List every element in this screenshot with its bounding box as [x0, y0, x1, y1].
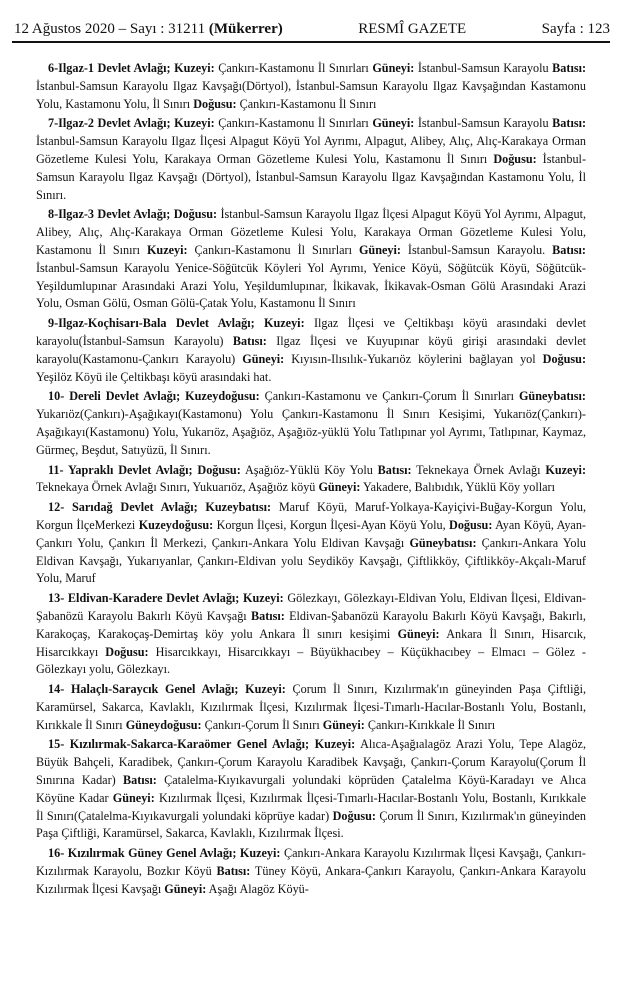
direction-label: Batısı:: [232, 333, 267, 348]
direction-label: Kuzeyi:: [545, 462, 587, 477]
entry-heading: 13- Eldivan-Karadere Devlet Avlağı; Kuzeyi:: [48, 591, 284, 606]
entry-text: İstanbul-Samsun Karayolu Ilgaz İlçesi Alpagut Köyü Yol Ayrımı, Alpagut, Alibey, Alıç, Alıç-Karakaya Orman Gözetleme Kulesi Yolu, Karakaya Orman Gözetleme Kulesi Yolu, Kastamonu İl Sınırı: [36, 134, 586, 166]
direction-label: Güneybatısı:: [518, 389, 586, 404]
entry-heading: 16- Kızılırmak Güney Genel Avlağı; Kuzeyi:: [48, 846, 281, 861]
entry-text: Teknekaya Örnek Avlağı: [411, 462, 546, 477]
direction-label: Kuzeydoğusu:: [138, 517, 214, 532]
header-issue: [14, 21, 283, 38]
direction-label: Doğusu:: [493, 151, 537, 166]
direction-label: Güneyi:: [372, 61, 415, 75]
hunting-area-entry-6: [36, 60, 586, 113]
entry-text: İstanbul-Samsun Karayolu: [414, 116, 553, 131]
entry-heading: 14- Halaçlı-Saraycık Genel Avlağı; Kuzeyi:: [48, 682, 286, 697]
direction-label: Güneybatısı:: [409, 535, 477, 550]
direction-label: Güneyi:: [112, 790, 155, 805]
direction-label: Batısı:: [377, 462, 412, 477]
entry-text: Ilgaz İlçesi ve Kuyupınar köyü girişi arasındaki devlet karayolu(Kastamonu-Çankırı Karayolu): [36, 333, 586, 366]
hunting-area-entry-12: [36, 499, 586, 588]
entry-text: İstanbul-Samsun Karayolu: [414, 61, 553, 75]
hunting-area-entry-16: [36, 845, 586, 898]
entry-text: Kıyısın-Ilısılık-Yukarıöz köylerini bağlayan yol: [284, 351, 543, 366]
entry-text: Aşağı Alagöz Köyü-: [206, 881, 309, 896]
entry-text: Ankara İl Sınırı, Hisarcık, Hisarcıkkayı: [36, 626, 587, 659]
hunting-area-entry-10: [36, 388, 586, 459]
header-rule: [12, 41, 610, 43]
entry-heading: 8-Ilgaz-3 Devlet Avlağı; Doğusu:: [48, 207, 218, 222]
entry-text: Yakadere, Balıbıdık, Yüklü Köy yolları: [360, 480, 555, 495]
entry-text: İstanbul-Samsun Karayolu Ilgaz Kavşağı (Dörtyol), İstanbul-Samsun Karayolu Ilgaz Kavşağından Kastamonu Yolu, İl Sınırı.: [36, 151, 586, 202]
entry-text: Çankırı-Kastamonu İl Sınırı: [236, 96, 377, 111]
direction-label: Doğusu:: [542, 351, 587, 366]
direction-label: Güneyi:: [242, 351, 285, 366]
direction-label: Doğusu:: [193, 96, 237, 111]
direction-label: Doğusu:: [332, 808, 376, 823]
direction-label: Batısı:: [552, 116, 587, 131]
entry-text: İstanbul-Samsun Karayolu Ilgaz İlçesi Alpagut Köyü Yol Ayrımı, Alpagut, Alibey, Alıç, Alıç-Karakaya Orman Gözetleme Kulesi Yolu, Karakaya Orman Gözetleme Kulesi Yolu, Kastamonu İl Sınırı: [36, 207, 586, 257]
page-number: Sayfa : 123: [541, 21, 610, 37]
entry-text: Çorum İl Sınırı, Kızılırmak'ın güneyinden Paşa Çiftliği, Karamürsel, Sakarca, Kavlaklı, Kızılırmak İlçesi, Kızılırmak İlçesi-Tımarlı-Hacılar-Bostanlı Yolu, Bostanlı, Kırıkkale İl Sınırı: [36, 682, 587, 732]
entry-text: Çankırı-Çorum İl Sınırı: [201, 717, 323, 732]
direction-label: Batısı:: [552, 242, 586, 257]
direction-label: Güneyi:: [322, 717, 365, 732]
entry-text: Aşağıöz-Yüklü Köy Yolu: [240, 462, 378, 477]
entry-text: Çankırı-Kırıkkale İl Sınırı: [364, 717, 496, 732]
direction-label: Güneyi:: [372, 116, 415, 131]
entry-text: Korgun İlçesi, Korgun İlçesi-Ayan Köyü Yolu,: [213, 517, 450, 532]
hunting-area-entry-15: [36, 736, 586, 843]
direction-label: Güneyi:: [358, 242, 401, 257]
entry-text: Ayan Köyü, Ayan-Çankırı Yolu, Çankırı İl Merkezi, Çankırı-Ankara Yolu Eldivan Kavşağı: [36, 517, 586, 550]
entry-heading: 9-Ilgaz-Koçhisarı-Bala Devlet Avlağı; Kuzeyi:: [48, 316, 305, 331]
hunting-area-entry-14: [36, 681, 586, 734]
entry-text: Gölezkayı, Gölezkayı-Eldivan Yolu, Eldivan İlçesi, Eldivan-Şabanözü Karayolu Bakırlı Köyü Kavşağı: [36, 591, 586, 623]
entry-text: İstanbul-Samsun Karayolu Ilgaz Kavşağı(Dörtyol), İstanbul-Samsun Karayolu Ilgaz Kavşağından Kastamonu Yolu, Kastamonu Yolu, İl Sınırı: [36, 78, 586, 111]
entry-text: Çankırı-Ankara Karayolu Kızılırmak İlçesi Kavşağı, Çankırı-Kızılırmak Karayolu, Bozkır Köyü: [36, 846, 586, 879]
page-header: [14, 14, 610, 38]
hunting-area-entry-11: [36, 462, 586, 498]
entry-heading: 10- Dereli Devlet Avlağı; Kuzeydoğusu:: [48, 389, 260, 404]
document-body: [36, 60, 586, 901]
entry-text: Çankırı-Ankara Yolu Eldivan Kavşağı, Yukarıyanlar, Çankırı-Eldivan yolu Seydiköy Kavşağı, Çiftlikköy, Çiftlikköy-Akçalı-Maruf Yolu, Maruf: [36, 535, 587, 586]
hunting-area-entry-9: [36, 315, 586, 386]
entry-text: Teknekaya Örnek Avlağı Sınırı, Yukuarıöz, Aşağıöz köyü: [36, 480, 319, 495]
entry-text: Yeşilöz Köyü ile Çeltikbaşı köyü arasındaki hat.: [36, 369, 272, 384]
entry-text: Tüney Köyü, Ankara-Çankırı Karayolu, Çankırı-Ankara Karayolu Kızılırmak İlçesi Kavşağı: [36, 864, 586, 896]
hunting-area-entry-13: [36, 590, 586, 679]
direction-label: Batısı:: [216, 864, 251, 879]
direction-label: Güneydoğusu:: [125, 717, 202, 732]
hunting-area-entry-7: [36, 115, 586, 204]
hunting-area-entry-8: [36, 206, 586, 313]
entry-text: Yukarıöz(Çankırı)-Aşağıkayı(Kastamonu) Yolu Çankırı-Kastamonu İl Sınırı Kesişimi, Yukarıöz(Çankırı)-Aşağıkayı(Kastamonu) Yolu, Yukarıöz, Aşağıöz, Aşağıöz-yüklü Yolu Tatlıpınar yol Ayrımı, Tatlıpınar, Kaymaz, Gürmeç, Beşdut, Satıyüzü, İl Sınırı.: [36, 407, 586, 457]
entry-text: Çatalelma-Kıyıkavurgali yolundaki köprüden Çatalelma Köyü-Karadayı ve Alıca Köyüne Kadar: [36, 773, 586, 805]
direction-label: Batısı:: [250, 608, 285, 623]
direction-label: Güneyi:: [164, 881, 207, 896]
entry-text: Ilgaz İlçesi ve Çeltikbaşı köyü arasındaki devlet karayolu(İstanbul-Samsun Karayolu): [36, 316, 586, 348]
issue-date-number: 12 Ağustos 2020 – Sayı : 31211: [14, 21, 209, 37]
direction-label: Güneyi:: [318, 480, 361, 495]
direction-label: Batısı:: [552, 61, 587, 75]
entry-heading: 11- Yapraklı Devlet Avlağı; Doğusu:: [48, 462, 241, 477]
entry-text: Çankırı-Kastamonu İl Sınırları: [187, 242, 359, 257]
direction-label: Doğusu:: [105, 644, 149, 659]
reprint-label: (Mükerrer): [208, 21, 283, 37]
entry-text: Çankırı-Kastamonu İl Sınırları: [214, 61, 373, 75]
entry-text: Eldivan-Şabanözü Karayolu Bakırlı Köyü Kavşağı, Bakırlı, Karakoçaş, Karakoçaş-Demirtaş köy yolu Ankara İl sınırı kesişimi: [36, 608, 586, 641]
entry-text: Kızılırmak İlçesi, Kızılırmak İlçesi-Tımarlı-Hacılar-Bostanlı Yolu, Bostanlı, Kırıkkale İl Sınırı(Çatalelma-Kıyıkavurgali yolundaki köprüye kadar): [36, 790, 587, 823]
direction-label: Batısı:: [123, 773, 157, 788]
entry-heading: 7-Ilgaz-2 Devlet Avlağı; Kuzeyi:: [48, 116, 215, 131]
direction-label: Kuzeyi:: [146, 242, 188, 257]
entry-heading: 6-Ilgaz-1 Devlet Avlağı; Kuzeyi:: [48, 61, 215, 75]
entry-heading: 15- Kızılırmak-Sakarca-Karaömer Genel Avlağı; Kuzeyi:: [48, 737, 356, 752]
entry-text: Alıca-Aşağıalagöz Arazi Yolu, Tepe Alagöz, Büyük Bahçeli, Karadibek, Çankırı-Çorum Karayolu Karadibek Kavşağı, Çankırı-Çorum Karayolu(Çorum İl Sınırına Kadar): [36, 737, 586, 788]
entry-text: Maruf Köyü, Maruf-Yolkaya-Kayiçivi-Buğay-Korgun Yolu, Korgun İlçeMerkezi: [36, 500, 586, 532]
entry-text: İstanbul-Samsun Karayolu Yenice-Söğütcük Köyleri Yol Ayrımı, Yenice Köyü, Söğütcük Köyü, Söğütcük-Yeşildumlupınar Arasındaki Arazi Yolu, Yeşildumlupınar, İkikavak, İkikavak-Osman Gölü Arasındaki Arazi Yolu, Osman Gölü, Osman Gölü-Çatak Yolu, Kastamonu İl Sınırı: [36, 260, 586, 311]
entry-text: Çorum İl Sınırı, Kızılırmak'ın güneyinden Paşa Çiftliği, Karamürsel, Sakarca, Kavlaklı, Kızılırmak İlçesi.: [36, 808, 586, 841]
direction-label: Güneyi:: [397, 626, 440, 641]
entry-text: Çankırı-Kastamonu İl Sınırları: [214, 116, 373, 131]
entry-text: Çankırı-Kastamonu ve Çankırı-Çorum İl Sınırları: [259, 389, 519, 404]
entry-heading: 12- Sarıdağ Devlet Avlağı; Kuzeybatısı:: [48, 500, 272, 515]
entry-text: İstanbul-Samsun Karayolu.: [400, 242, 553, 257]
entry-text: Hisarcıkkayı, Hisarcıkkayı – Büyükhacıbey – Küçükhacıbey – Elmacı – Gölez - Gölezkayı yolu, Gölezkayı.: [36, 644, 586, 677]
gazette-title: RESMÎ GAZETE: [358, 21, 467, 37]
direction-label: Doğusu:: [449, 517, 493, 532]
